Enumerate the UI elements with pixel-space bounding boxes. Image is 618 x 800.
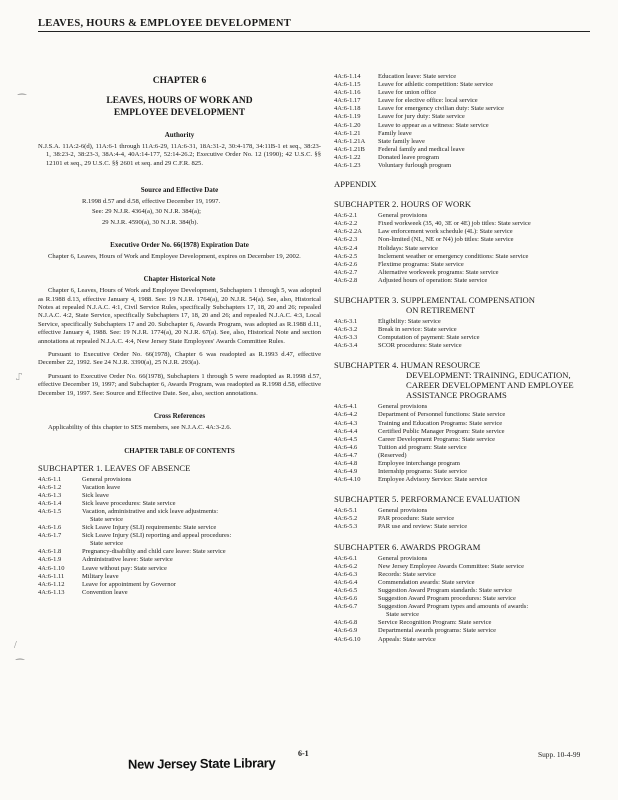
toc-entry-title	[378, 261, 592, 269]
subchapter-1-title: SUBCHAPTER 1. LEAVES OF ABSENCE	[38, 462, 191, 473]
toc-entry	[334, 523, 592, 531]
toc-entry-text: Voluntary furlough program	[378, 162, 452, 170]
toc-entry-title	[378, 334, 592, 342]
toc-entry	[334, 587, 592, 595]
toc-entry	[334, 105, 592, 113]
toc-entry-text: Tuition aid program: State service	[378, 443, 467, 451]
toc-entry-title	[378, 452, 592, 460]
toc-entry-number: 4A:6-6.7	[334, 603, 358, 611]
toc-entry-text: Non-limited (NL, NE or N4) job titles: State service	[378, 236, 514, 244]
toc-entry-number: 4A:6-2.6	[334, 260, 358, 268]
toc-entry-title	[378, 342, 592, 350]
toc-entry-number: 4A:6-3.4	[334, 342, 358, 350]
toc-entry-text: Break in service: State service	[378, 326, 457, 334]
toc-entry-number: 4A:6-1.6	[38, 524, 62, 532]
toc-entry-text: Leave for union office	[378, 89, 437, 97]
toc-entry-text: Certified Public Manager Program: State service	[378, 427, 505, 435]
toc-entry-number: 4A:6-4.9	[334, 468, 358, 476]
toc-entry-number: 4A:6-6.3	[334, 570, 358, 578]
toc-entry-number: 4A:6-2.3	[334, 236, 358, 244]
toc-entry-title	[82, 548, 321, 556]
toc-entry-text: Vacation, administrative and sick leave adjustments:	[82, 507, 219, 515]
toc-entry-number: 4A:6-4.5	[334, 435, 358, 443]
toc-entry-text: Appeals: State service	[378, 635, 436, 643]
toc-entry-title	[378, 571, 592, 579]
subchapter-title	[334, 360, 592, 400]
toc-entry-number: 4A:6-1.14	[334, 73, 361, 80]
toc-entry-title	[378, 428, 592, 436]
toc-entry-number: 4A:6-6.10	[334, 635, 361, 643]
toc-entry-text: Leave for emergency civilian duty: State service	[378, 105, 504, 113]
toc-entry-number: 4A:6-1.20	[334, 121, 361, 129]
toc-entry	[334, 212, 592, 220]
toc-entry-text: Department of Personnel functions: State service	[378, 411, 506, 419]
toc-entry-number: 4A:6-2.2	[334, 220, 358, 228]
toc-entry-text: Employee interchange program	[378, 460, 460, 467]
toc-entry-number: 4A:6-1.21B	[334, 145, 365, 153]
expiration-heading: Executive Order No. 66(1978) Expiration Date	[110, 240, 249, 249]
toc-entry-number: 4A:6-1.2	[38, 483, 62, 491]
toc-entry	[38, 524, 321, 532]
toc-entry-number: 4A:6-1.19	[334, 113, 361, 121]
toc-entry-number: 4A:6-1.4	[38, 499, 62, 507]
toc-entry-title	[378, 563, 592, 571]
toc-entry-number: 4A:6-5.1	[334, 507, 358, 515]
toc-entry-title	[82, 476, 321, 484]
toc-entry-text: New Jersey Employee Awards Committee: State service	[378, 562, 524, 570]
toc-entry-text: Computation of payment: State service	[378, 334, 480, 342]
toc-entry	[334, 342, 592, 350]
chapter-number: CHAPTER 6	[152, 76, 207, 86]
chapter-title-line-1: LEAVES, HOURS OF WORK AND	[106, 96, 253, 106]
subchapter-title	[334, 199, 592, 209]
toc-entry-number: 4A:6-6.2	[334, 562, 358, 570]
toc-entry-title	[378, 595, 592, 603]
toc-entry	[334, 468, 592, 476]
toc-entry	[334, 476, 592, 484]
toc-entry-text: Departmental awards programs: State service	[378, 627, 497, 635]
subchapter-title-text: SUBCHAPTER 3. SUPPLEMENTAL COMPENSATION	[334, 294, 535, 305]
supplement-date: Supp. 10-4-99	[538, 750, 581, 759]
toc-entry-number: 4A:6-3.1	[334, 317, 358, 325]
toc-entry	[334, 318, 592, 326]
toc-entry-text: Federal family and medical leave	[378, 145, 465, 153]
toc-entry	[38, 573, 321, 581]
toc-entry-text: State family leave	[378, 137, 425, 145]
toc-entry-title	[378, 603, 592, 619]
toc-entry-text: Administrative leave: State service	[82, 556, 173, 564]
toc-entry	[334, 603, 592, 619]
toc-heading: CHAPTER TABLE OF CONTENTS	[124, 446, 235, 455]
toc-entry-text: General provisions	[378, 554, 428, 562]
toc-entry-title	[378, 236, 592, 244]
right-subchapters	[334, 199, 592, 643]
toc-entry-text: SCOR procedures: State service	[378, 342, 462, 350]
toc-entry-number: 4A:6-4.2	[334, 411, 358, 419]
toc-entry-text: (Reserved)	[378, 451, 407, 459]
toc-entry-number: 4A:6-1.21	[334, 129, 361, 137]
toc-entry-text: Suggestion Award Program types and amounts of awards:	[378, 603, 529, 611]
toc-entry-text: Leave without pay: State service	[82, 564, 167, 572]
toc-entry-number: 4A:6-3.2	[334, 326, 358, 334]
toc-entry	[334, 261, 592, 269]
toc-entry-title	[378, 555, 592, 563]
toc-entry-title	[378, 627, 592, 635]
toc-entry-number: 4A:6-6.1	[334, 554, 358, 562]
toc-entry-number: 4A:6-1.18	[334, 105, 361, 113]
toc-entry-number: 4A:6-4.10	[334, 476, 361, 484]
toc-entry-text: Employee Advisory Service: State service	[378, 476, 488, 484]
authority-text: N.J.S.A. 11A:2-6(d), 11A:6-1 through 11A:6-29, 11A:6-31, 18A:31-2, 30:4-178, 34:11B-1 et seq., 38:23-1, 38:23-2, 38:23-3, 38A:4-4, 40A:14-177, 52:14-26.2; Executive Order No. 12 (1990); 42 U.S.C. §§ 12101 et seq., 29 U.S.C. §§ 2601 et seq. and 29 C.F.R. 825.	[38, 143, 321, 167]
toc-entry-title	[378, 122, 592, 130]
toc-entry-continuation: State service	[386, 611, 420, 619]
toc-entry	[334, 162, 592, 170]
toc-entry-continuation: State service	[90, 540, 124, 548]
toc-entry-text: General provisions	[378, 507, 428, 515]
toc-entry	[334, 563, 592, 571]
toc-entry-number: 4A:6-1.8	[38, 548, 62, 556]
toc-entry	[334, 81, 592, 89]
toc-entry	[334, 595, 592, 603]
toc-entry	[334, 138, 592, 146]
subchapter-title-text: SUBCHAPTER 4. HUMAN RESOURCE	[334, 360, 481, 371]
toc-entry-title	[378, 245, 592, 253]
toc-entry-number: 4A:6-1.15	[334, 81, 361, 89]
toc-entry-text: Donated leave program	[378, 153, 440, 161]
toc-entry-number: 4A:6-1.21A	[334, 137, 366, 145]
toc-entry	[334, 555, 592, 563]
toc-entry	[334, 154, 592, 162]
toc-entry	[38, 565, 321, 573]
toc-entry-text: Commendation awards: State service	[378, 578, 475, 586]
toc-entry-title	[378, 105, 592, 113]
source-line-1: R.1998 d.57 and d.58, effective December 19, 1997.	[82, 198, 221, 206]
toc-entry-number: 4A:6-1.23	[334, 162, 361, 170]
toc-entry	[38, 484, 321, 492]
toc-entry	[334, 579, 592, 587]
toc-entry-number: 4A:6-5.2	[334, 515, 358, 523]
toc-entry-title	[82, 484, 321, 492]
toc-entry-title	[378, 277, 592, 285]
source-heading: Source and Effective Date	[140, 186, 219, 195]
authority-heading: Authority	[164, 131, 195, 139]
toc-entry-number: 4A:6-4.1	[334, 403, 358, 411]
toc-entry-number: 4A:6-1.10	[38, 564, 65, 572]
chapter-title	[38, 95, 321, 119]
toc-entry-text: Service Recognition Program: State service	[378, 619, 492, 627]
toc-entry	[334, 73, 592, 81]
toc-entry	[38, 548, 321, 556]
toc-entry	[38, 581, 321, 589]
toc-entry	[334, 326, 592, 334]
toc-entry	[334, 130, 592, 138]
toc-entry-number: 4A:6-6.6	[334, 595, 358, 603]
toc-entry-title	[82, 524, 321, 532]
toc-entry-number: 4A:6-1.13	[38, 588, 65, 596]
cross-references-text: Applicability of this chapter to SES members, see N.J.A.C. 4A:3-2.6.	[48, 424, 232, 432]
toc-entry-title	[82, 573, 321, 581]
toc-list-subchapter-1	[38, 476, 321, 597]
toc-entry-number: 4A:6-5.3	[334, 523, 358, 531]
toc-entry-title	[378, 411, 592, 419]
toc-entry-title	[378, 420, 592, 428]
toc-entry-text: Adjusted hours of operation: State service	[378, 276, 488, 284]
toc-entry-title	[378, 636, 592, 644]
toc-entry	[334, 146, 592, 154]
toc-entry	[334, 627, 592, 635]
toc-entry-title	[378, 154, 592, 162]
subchapter-title-text: SUBCHAPTER 6. AWARDS PROGRAM	[334, 541, 481, 552]
toc-entry-title	[378, 515, 592, 523]
toc-entry-title	[82, 508, 321, 524]
toc-entry-title	[378, 403, 592, 411]
toc-entry-number: 4A:6-1.11	[38, 572, 65, 580]
toc-entry	[334, 277, 592, 285]
toc-list	[334, 403, 592, 484]
toc-entry-text: General provisions	[378, 403, 428, 411]
toc-entry-title	[378, 97, 592, 105]
toc-entry-title	[378, 587, 592, 595]
toc-entry-number: 4A:6-3.3	[334, 334, 358, 342]
toc-entry	[334, 253, 592, 261]
toc-entry	[334, 411, 592, 419]
toc-entry	[334, 515, 592, 523]
toc-entry	[38, 492, 321, 500]
toc-entry-text: Leave for elective office: local service	[378, 97, 478, 105]
right-column	[334, 73, 592, 644]
toc-entry-number: 4A:6-6.5	[334, 586, 358, 594]
toc-entry-number: 4A:6-4.8	[334, 460, 358, 467]
toc-entry	[334, 420, 592, 428]
toc-entry-text: Internship programs: State service	[378, 468, 467, 476]
subchapter-title	[334, 494, 592, 504]
toc-entry	[334, 444, 592, 452]
toc-entry-text: Leave for jury duty: State service	[378, 113, 465, 121]
toc-entry	[334, 507, 592, 515]
toc-entry	[334, 452, 592, 460]
toc-entry-title	[378, 138, 592, 146]
running-head: LEAVES, HOURS & EMPLOYEE DEVELOPMENT	[38, 18, 590, 32]
toc-entry	[38, 500, 321, 508]
cross-references-heading: Cross References	[153, 412, 206, 421]
toc-entry-title	[378, 220, 592, 228]
toc-list-subchapter-1-continued	[334, 73, 592, 170]
toc-entry-text: Training and Education Programs: State service	[378, 419, 503, 427]
toc-entry	[38, 508, 321, 524]
toc-entry-title	[378, 523, 592, 531]
toc-entry-number: 4A:6-1.17	[334, 97, 361, 105]
toc-entry-title	[378, 318, 592, 326]
toc-entry-number: 4A:6-2.5	[334, 252, 358, 260]
history-heading: Chapter Historical Note	[143, 275, 216, 284]
toc-entry-title	[378, 476, 592, 484]
toc-entry	[334, 236, 592, 244]
toc-entry-text: General provisions	[82, 475, 132, 483]
toc-entry-number: 4A:6-1.1	[38, 475, 62, 483]
toc-list	[334, 212, 592, 285]
toc-entry-number: 4A:6-1.5	[38, 507, 62, 515]
toc-entry-title	[82, 565, 321, 573]
toc-entry-text: Records: State service	[378, 570, 436, 578]
toc-entry-number: 4A:6-1.16	[334, 89, 361, 97]
toc-entry-number: 4A:6-1.12	[38, 580, 65, 588]
toc-entry-number: 4A:6-2.1	[334, 212, 358, 220]
toc-entry-text: Law enforcement work schedule (4L): State service	[378, 228, 513, 236]
toc-entry-title	[82, 532, 321, 548]
toc-entry-title	[378, 212, 592, 220]
toc-entry-title	[378, 162, 592, 170]
toc-entry-text: Family leave	[378, 129, 412, 137]
toc-entry-title	[378, 444, 592, 452]
toc-entry-text: Sick leave	[82, 491, 109, 499]
subchapter-title-text: SUBCHAPTER 5. PERFORMANCE EVALUATION	[334, 494, 521, 505]
toc-entry	[334, 636, 592, 644]
toc-entry	[334, 220, 592, 228]
toc-entry-number: 4A:6-6.8	[334, 619, 358, 627]
toc-entry	[334, 245, 592, 253]
toc-entry-title	[378, 81, 592, 89]
chapter-title-line-2: EMPLOYEE DEVELOPMENT	[113, 108, 246, 118]
toc-entry-title	[378, 89, 592, 97]
toc-entry	[334, 89, 592, 97]
toc-entry-text: Pregnancy-disability and child care leave: State service	[82, 548, 226, 556]
toc-entry	[334, 269, 592, 277]
toc-entry-title	[378, 146, 592, 154]
toc-entry-title	[378, 326, 592, 334]
toc-entry-title	[378, 579, 592, 587]
toc-entry-number: 4A:6-6.4	[334, 578, 358, 586]
subchapter-title-text: SUBCHAPTER 2. HOURS OF WORK	[334, 199, 472, 210]
margin-mark: ⑀	[16, 372, 22, 383]
toc-entry	[38, 589, 321, 597]
toc-entry	[334, 334, 592, 342]
toc-entry-number: 4A:6-2.4	[334, 244, 358, 252]
toc-entry	[38, 532, 321, 548]
toc-entry-title	[378, 460, 592, 468]
toc-entry	[334, 619, 592, 627]
toc-entry-number: 4A:6-2.7	[334, 268, 358, 276]
toc-entry-text: PAR procedure: State service	[378, 515, 455, 523]
toc-entry-text: Military leave	[82, 572, 119, 580]
subchapter-title	[334, 295, 592, 315]
toc-entry	[334, 571, 592, 579]
toc-entry-number: 4A:6-4.6	[334, 443, 358, 451]
toc-entry-title	[378, 113, 592, 121]
subchapter-title-continuation: DEVELOPMENT: TRAINING, EDUCATION, CAREER DEVELOPMENT AND EMPLOYEE ASSISTANCE PROGRAMS	[406, 370, 574, 401]
toc-entry-title	[82, 589, 321, 597]
toc-entry-number: 4A:6-1.9	[38, 556, 62, 564]
history-paragraph-1: Chapter 6, Leaves, Hours of Work and Employee Development, Subchapters 1 through 5, was adopted as R.1988 d.13, effective January 4, 1988. See: 19 N.J.R. 1764(a), 20 N.J.R. 54(a). See, also, Historical Notes at repealed N.J.A.C. 4:1, Civil Service Rules, specifically Subchapters 17, 18, 20 and 26; repealed N.J.A.C. 4:2, State Service, specifically Subchapters 17, 18, 20 and 26; and repealed N.J.A.C. 4:3, Local Service, specifically Subchapters 17 and 20. Subchapter 6, Awards Program, was adopted as R.1988 d.11, effective January 4, 1988. See: 19 N.J.R. 1774(a), 20 N.J.R. 67(a). See, also, Historical Note and section annotations at repealed N.J.A.C. 4:4, New Jersey State Employees' Awards Committee Rules.	[38, 287, 321, 345]
toc-entry-text: Fixed workweek (35, 40, 3E or 4E) job titles: State service	[378, 220, 531, 228]
toc-entry-title	[82, 556, 321, 564]
subchapter-title-continuation: ON RETIREMENT	[406, 304, 475, 315]
toc-entry-number: 4A:6-4.4	[334, 427, 358, 435]
toc-list	[334, 555, 592, 644]
margin-mark: ⁀	[16, 660, 25, 671]
toc-entry-number: 4A:6-4.7	[334, 451, 358, 459]
toc-entry-text: Leave for athletic competition: State service	[378, 81, 493, 89]
toc-entry-text: General provisions	[378, 212, 428, 220]
toc-entry-title	[82, 581, 321, 589]
toc-entry-number: 4A:6-2.8	[334, 276, 358, 284]
toc-entry	[334, 436, 592, 444]
toc-entry-title	[378, 619, 592, 627]
page-number: 6-1	[298, 749, 309, 758]
toc-entry-text: Suggestion Award Program standards: State service	[378, 586, 512, 594]
toc-entry-title	[378, 253, 592, 261]
toc-entry-title	[378, 228, 592, 236]
toc-entry	[334, 460, 592, 468]
toc-entry	[334, 428, 592, 436]
toc-entry	[334, 403, 592, 411]
toc-entry-text: Leave to appear as a witness: State service	[378, 121, 489, 129]
toc-entry-text: Sick Leave Injury (SLI) reporting and appeal procedures:	[82, 532, 232, 540]
toc-entry-text: Sick Leave Injury (SLI) requirements: State service	[82, 524, 217, 532]
toc-entry	[334, 122, 592, 130]
toc-entry-text: Alternative workweek programs: State service	[378, 268, 499, 276]
toc-entry-title	[378, 269, 592, 277]
margin-mark: ⁀	[18, 95, 27, 106]
library-stamp: New Jersey State Library	[127, 755, 276, 772]
toc-entry-number: 4A:6-1.7	[38, 532, 62, 540]
source-line-2: See: 29 N.J.R. 4364(a), 30 N.J.R. 384(a);	[92, 208, 201, 216]
toc-entry	[334, 97, 592, 105]
toc-entry	[38, 556, 321, 564]
left-column	[38, 70, 321, 597]
toc-entry-text: Suggestion Award Program procedures: State service	[378, 595, 516, 603]
toc-entry-title	[378, 130, 592, 138]
toc-entry-text: Holidays: State service	[378, 244, 438, 252]
toc-entry-text: Eligibility: State service	[378, 317, 441, 325]
toc-entry-title	[378, 507, 592, 515]
toc-entry-continuation: State service	[90, 515, 124, 523]
toc-entry-title	[82, 492, 321, 500]
toc-entry-number: 4A:6-6.9	[334, 627, 358, 635]
toc-entry	[38, 476, 321, 484]
expiration-text: Chapter 6, Leaves, Hours of Work and Employee Development, expires on December 19, 2002.	[48, 252, 301, 260]
history-paragraph-2: Pursuant to Executive Order No. 66(1978), Chapter 6 was readopted as R.1993 d.47, effective December 22, 1992. See 24 N.J.R. 3390(a), 25 N.J.R. 293(a).	[38, 351, 321, 367]
toc-entry-number: 4A:6-4.3	[334, 419, 358, 427]
history-paragraph-3: Pursuant to Executive Order No. 66(1978), Subchapters 1 through 5 were readopted as R.1998 d.57, effective December 19, 1997; and Subchapter 6, Awards Program, was readopted as R.1998 d.58, effective December 19, 1997. See: Source and Effective Date. See, also, section annotations.	[38, 372, 321, 397]
toc-entry-title	[378, 73, 592, 81]
toc-entry-number: 4A:6-1.3	[38, 491, 62, 499]
appendix-label: APPENDIX	[334, 179, 377, 190]
toc-entry-title	[378, 436, 592, 444]
toc-list	[334, 507, 592, 531]
toc-entry-number: 4A:6-1.22	[334, 153, 361, 161]
toc-entry	[334, 113, 592, 121]
margin-mark: /	[14, 640, 17, 651]
toc-list	[334, 318, 592, 350]
toc-entry-title	[378, 468, 592, 476]
toc-entry-text: Flextime programs: State service	[378, 260, 464, 268]
toc-entry-text: PAR use and review: State service	[378, 523, 468, 531]
source-line-3: 29 N.J.R. 4590(a), 30 N.J.R. 384(b).	[102, 218, 199, 226]
toc-entry-text: Leave for appointment by Governor	[82, 580, 176, 588]
toc-entry-text: Career Development Programs: State service	[378, 435, 495, 443]
toc-entry-text: Education leave: State service	[378, 73, 457, 80]
toc-entry-title	[82, 500, 321, 508]
toc-entry-text: Inclement weather or emergency conditions: State service	[378, 252, 529, 260]
subchapter-title	[334, 542, 592, 552]
toc-entry-text: Vacation leave	[82, 483, 121, 491]
toc-entry-text: Sick leave procedures: State service	[82, 499, 176, 507]
toc-entry	[334, 228, 592, 236]
toc-entry-text: Convention leave	[82, 588, 128, 596]
toc-entry-number: 4A:6-2.2A	[334, 228, 362, 236]
